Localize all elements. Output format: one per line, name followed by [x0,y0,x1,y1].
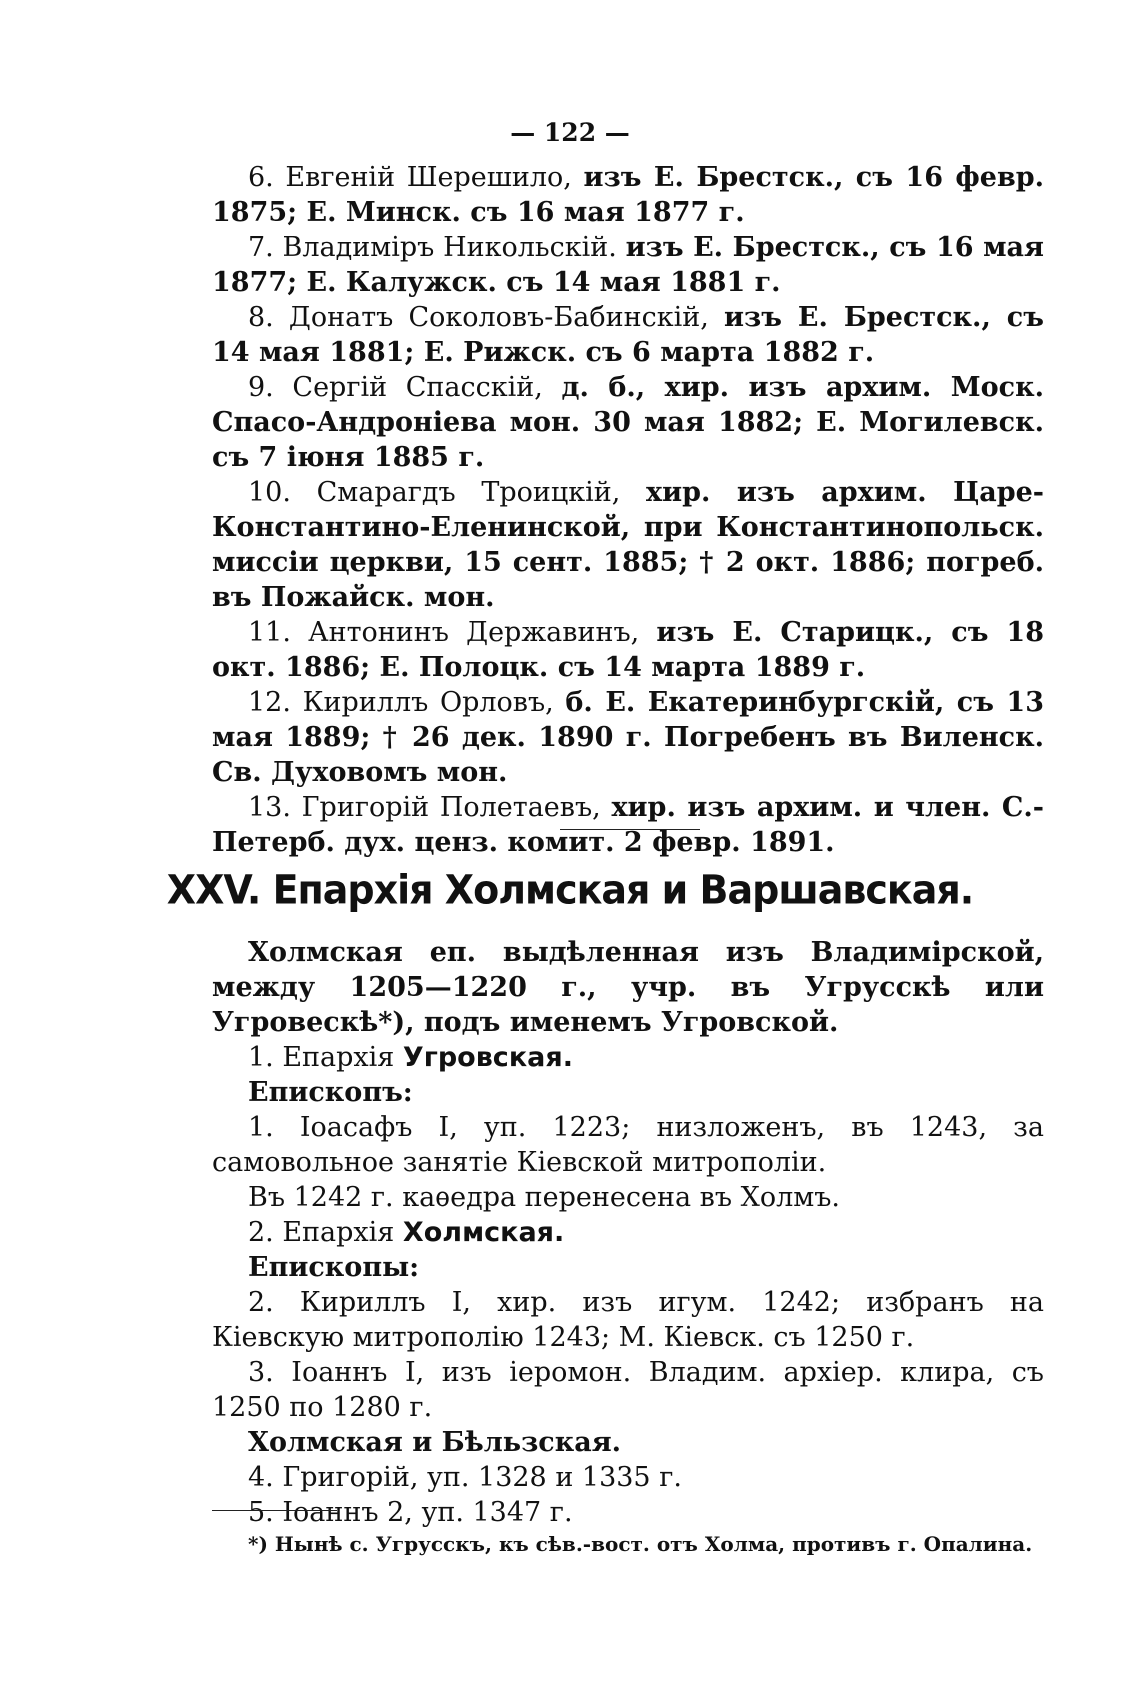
list-item: 13. Григорій Полетаевъ, хир. изъ архим. и член. С.-Петерб. дух. ценз. комит. 2 февр. 1891. [212,792,1044,858]
section-intro: Холмская еп. выдѣленная изъ Владимірской, между 1205—1220 г., учр. въ Угрусскѣ или Угровескѣ*), подъ именемъ Угровской. [212,937,1044,1038]
list-item: 7. Владиміръ Никольскій. изъ Е. Брестск., съ 16 мая 1877; Е. Калужск. съ 14 мая 1881 г. [212,232,1044,298]
footnote: *) Нынѣ с. Угрусскъ, къ сѣв.-вост. отъ Холма, противъ г. Опалина. [248,1532,1033,1556]
list-item: 11. Антонинъ Державинъ, изъ Е. Старицк., съ 18 окт. 1886; Е. Полоцк. съ 14 марта 1889 г. [212,617,1044,683]
section-heading: XXV. Епархія Холмская и Варшавская. [166,866,974,914]
list-item: 12. Кириллъ Орловъ, б. Е. Екатеринбургскій, съ 13 мая 1889; † 26 дек. 1890 г. Погребенъ въ Виленск. Св. Духовомъ мон. [212,687,1044,788]
list-item: 9. Сергій Спасскій, д. б., хир. изъ архим. Моск. Спасо-Андроніева мон. 30 мая 1882; Е. Могилевск. съ 7 іюня 1885 г. [212,372,1044,473]
list-item: 4. Григорій, уп. 1328 и 1335 г. [248,1462,682,1493]
list-item: 1. Іоасафъ I, уп. 1223; низложенъ, въ 1243, за самовольное занятіе Кіевской митрополіи. [212,1112,1044,1178]
list-item: 10. Смарагдъ Троицкій, хир. изъ архим. Царе-Константино-Еленинской, при Константинопольск. миссіи церкви, 15 сент. 1885; † 2 окт. 1886; погреб. въ Пожайск. мон. [212,477,1044,613]
list-item: 8. Донатъ Соколовъ-Бабинскій, изъ Е. Брестск., съ 14 мая 1881; Е. Рижск. съ 6 марта 1882 г. [212,302,1044,368]
note-line: Въ 1242 г. каѳедра перенесена въ Холмъ. [248,1182,840,1213]
section-body [212,935,1044,1530]
eparchy-heading: 2. Епархія Холмская. [248,1217,565,1248]
list-item: 2. Кириллъ I, хир. изъ игум. 1242; избранъ на Кіевскую митрополію 1243; М. Кіевск. съ 1250 г. [212,1287,1044,1353]
list-item: 5. Іоаннъ 2, уп. 1347 г. [248,1497,573,1528]
footnote-rule [212,1510,337,1511]
bishops-list-top [212,160,1044,860]
list-item: 6. Евгеній Шерешило, изъ Е. Брестск., съ 16 февр. 1875; Е. Минск. съ 16 мая 1877 г. [212,162,1044,228]
eparchy-heading: 1. Епархія Угровская. [248,1042,573,1073]
bishop-label: Епископы: [248,1252,420,1283]
subheading: Холмская и Бѣльзская. [248,1427,622,1458]
page-number: — 122 — [510,118,630,147]
bishop-label: Епископъ: [248,1077,413,1108]
list-item: 3. Іоаннъ I, изъ іеромон. Владим. архіер. клира, съ 1250 по 1280 г. [212,1357,1044,1423]
section-divider [560,829,700,830]
